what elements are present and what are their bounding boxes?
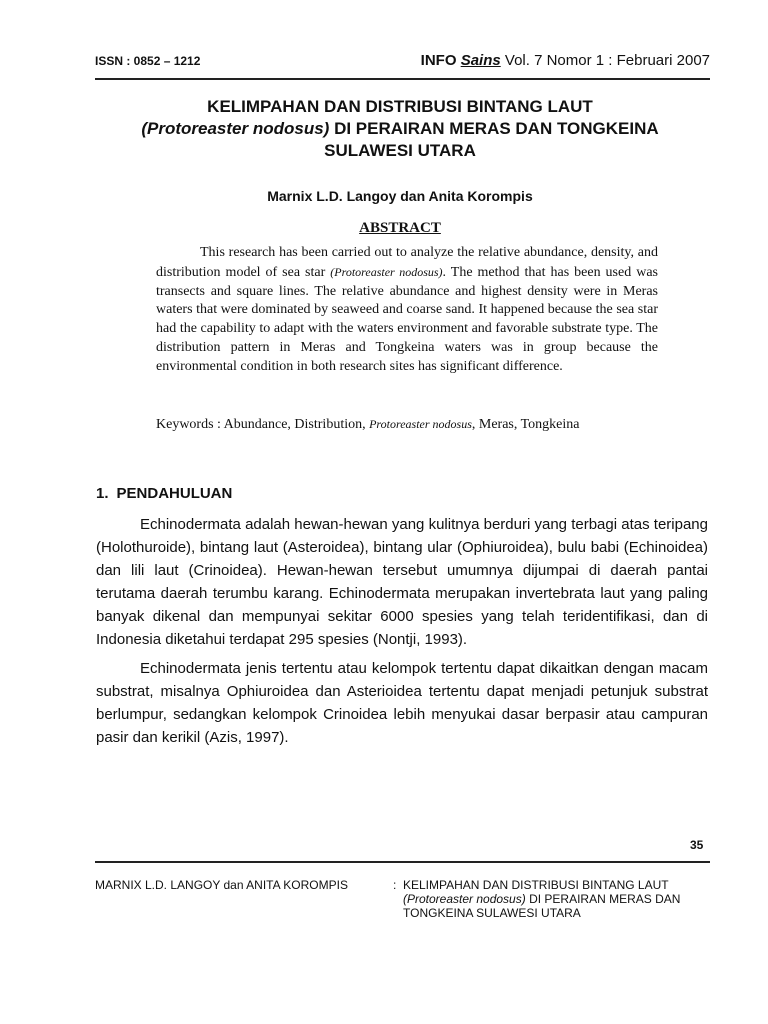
abstract-text-start: This research has been carried out to analyze the relative abundance, density, and distribution model of sea star xyxy=(156,245,658,280)
abstract-paragraph xyxy=(156,244,658,377)
footer-title-line-1: KELIMPAHAN DAN DISTRIBUSI BINTANG LAUT xyxy=(403,878,669,892)
journal-issue: Vol. 7 Nomor 1 : Februari 2007 xyxy=(504,52,710,69)
footer-rule xyxy=(95,861,710,863)
keywords xyxy=(156,416,658,433)
abstract-body xyxy=(156,244,658,377)
footer-title xyxy=(403,878,713,920)
body-paragraph-1: Echinodermata adalah hewan-hewan yang kulitnya berduri yang terbagi atas teripang (Holothuroide), bintang laut (Asteroidea), bintang ular (Ophiuroidea), bulu babi (Echinoidea) dan lili laut (Crinoidea). Hewan-hewan tersebut umumnya dijumpai di daerah pantai terutama daerah terumbu karang. Echinodermata merupakan invertebrata laut yang paling banyak dikenal dan mempunyai sekitar 6000 spesies yang telah teridentifikasi, dan di Indonesia diketahui terdapat 295 spesies (Nontji, 1993). xyxy=(96,516,708,648)
article-authors: Marnix L.D. Langoy dan Anita Korompis xyxy=(267,188,533,204)
running-header xyxy=(95,52,710,76)
section-heading xyxy=(96,485,232,502)
body-paragraph-2: Echinodermata jenis tertentu atau kelompok tertentu dapat dikaitkan dengan macam substrat, misalnya Ophiuroidea dan Asterioidea tertentu dapat menjadi petunjuk substrat berlumpur, sedangkan kelompok Crinoidea lebih menyukai dasar berpasir atau campuran pasir dan kerikil (Azis, 1997). xyxy=(96,660,708,746)
page-number: 35 xyxy=(690,838,704,852)
keywords-list-end: , Meras, Tongkeina xyxy=(471,417,580,432)
section-body xyxy=(96,513,708,755)
footer-title-line-2 xyxy=(403,892,713,906)
abstract-scientific-name: (Protoreaster nodosus) xyxy=(330,264,443,279)
journal-citation xyxy=(421,52,710,69)
keywords-label: Keywords xyxy=(156,417,214,432)
journal-name-sains: Sains xyxy=(460,52,501,69)
title-line-2 xyxy=(90,118,710,140)
issn-number: ISSN : 0852 – 1212 xyxy=(95,54,201,68)
section-number: 1. xyxy=(96,485,109,502)
footer-authors: MARNIX L.D. LANGOY dan ANITA KOROMPIS xyxy=(95,878,348,892)
title-scientific-name: (Protoreaster nodosus) xyxy=(141,119,330,138)
keywords-list-start: Abundance, Distribution, xyxy=(223,417,370,432)
footer-scientific-name: (Protoreaster nodosus) xyxy=(403,892,526,906)
title-line-1: KELIMPAHAN DAN DISTRIBUSI BINTANG LAUT xyxy=(207,97,593,116)
title-line-2-rest: DI PERAIRAN MERAS DAN TONGKEINA xyxy=(334,119,659,138)
footer-title-line-3: TONGKEINA SULAWESI UTARA xyxy=(403,906,581,920)
section-title: PENDAHULUAN xyxy=(116,485,233,502)
keywords-scientific-name: Protoreaster nodosus xyxy=(369,417,472,431)
footer-separator: : xyxy=(393,878,397,892)
header-rule xyxy=(95,78,710,80)
journal-name: INFO xyxy=(420,52,457,69)
abstract-heading: ABSTRACT xyxy=(359,220,441,236)
article-title xyxy=(90,96,710,162)
footer-title-line-2-rest: DI PERAIRAN MERAS DAN xyxy=(529,892,681,906)
title-line-3: SULAWESI UTARA xyxy=(324,141,476,160)
abstract-text-end: . The method that has been used was transects and square lines. The relative abundance and highest density were in Meras waters that were dominated by seaweed and coarse sand. It happened because the sea star had the capability to adapt with the waters environment and favorable substrate type. The distribution pattern in Meras and Tongkeina waters was in group because the environmental condition in both research sites has significant difference. xyxy=(156,264,658,374)
keywords-separator: : xyxy=(213,417,224,432)
